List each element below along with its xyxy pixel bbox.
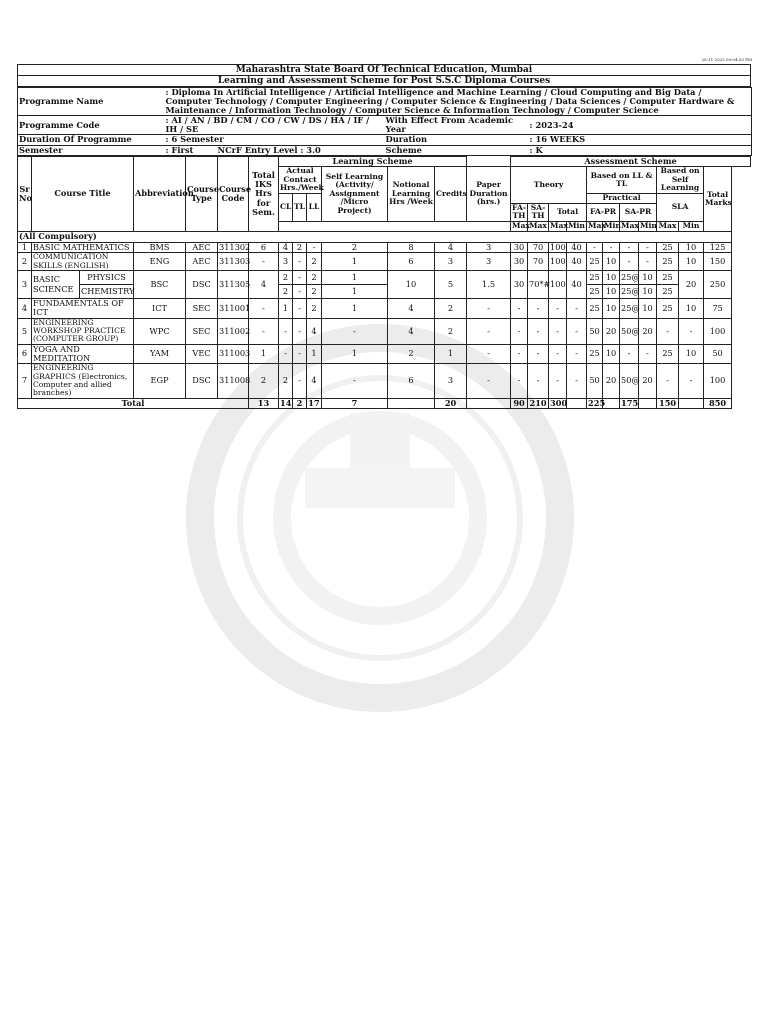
title-block [17,64,751,87]
row-code: 311008 [218,364,249,399]
total-cl: 14 [280,397,292,408]
header-self-learning: Self Learning (Activity/ Assignment /Micro Project) [322,167,388,222]
row-sr: 4 [18,299,32,318]
row-sa-pr-min: 10 [639,271,657,285]
header-course-title: Course Title [32,156,134,232]
row-sa-pr-min: - [639,242,657,253]
row-total-max: 100 [550,241,566,252]
row-total-max: - [549,364,567,399]
row-sla-max: 25 [657,299,679,318]
row-abbr: YAM [134,344,186,363]
row-sr: 3 [18,271,32,299]
row-sla-min: - [679,364,704,399]
ncrf-level: NCrF Entry Level : 3.0 [217,145,385,155]
row-code: 311303 [218,253,249,271]
row-credits: 3 [435,364,467,399]
semester-value: : First [165,145,217,155]
row-sr: 6 [18,344,32,363]
row-sa-pr-min: - [639,344,657,363]
row-tl: 2 [293,242,307,253]
header-tl: TL [293,193,307,221]
row-sla-min: 10 [679,299,704,318]
row-sla-max: 25 [657,242,679,253]
row-ll: 2 [307,271,322,285]
row-sa-th-max: - [528,344,549,363]
row-paper-duration: - [467,344,511,363]
table-row [18,344,751,363]
row-type: VEC [186,344,218,363]
row-paper-duration: - [467,364,511,399]
row-code: 311003 [218,344,249,363]
row-sl: 1 [322,271,388,285]
header-max: Max [550,221,568,231]
row-tl: - [293,364,307,399]
header-credits: Credits [435,167,467,222]
row-sa-th-max: 70 [528,253,549,271]
row-fa-pr-min: 20 [603,364,620,399]
row-abbr: ICT [134,299,186,318]
row-ll: 4 [307,318,322,344]
row-abbr: BMS [134,242,186,253]
programme-code-label: Programme Code [18,116,165,135]
row-credits: 2 [435,318,467,344]
row-total-marks: 100 [704,364,732,399]
header-course-code: Course Code [218,156,249,232]
row-fa-th-max: - [511,344,528,363]
row-cl: - [279,318,293,344]
row-paper-duration: 3 [467,242,511,253]
row-sla-min: 10 [679,242,704,253]
header-assessment-scheme: Assessment Scheme [511,156,751,167]
row-sa-pr-max: - [620,253,639,271]
row-total-max: - [549,299,567,318]
row-nl: 10 [388,271,435,299]
header-cl: CL [279,193,293,221]
row-total-min: - [567,344,587,363]
row-sa-pr-max: - [620,344,639,363]
row-fa-th-max: - [511,364,528,399]
row-abbr: ENG [134,253,186,271]
header-min: Min [640,221,657,231]
row-nl: 8 [388,242,435,253]
scheme-title: Learning and Assessment Scheme for Post S.S.C Diploma Courses [18,76,751,87]
header-max: Max [621,221,639,231]
row-type: SEC [186,299,218,318]
total-sa-th: 210 [529,397,547,408]
row-ll: 4 [307,364,322,399]
row-total-max: 100 [549,253,567,271]
row-sla-max: 25 [657,285,679,299]
row-sa-pr-min: - [639,253,657,271]
total-theory: 300 [550,397,568,408]
header-min: Min [568,221,585,231]
effect-label: With Effect From Academic Year [385,116,529,135]
row-sa-pr-max: 50@ [620,364,639,399]
row-tl: - [293,344,307,363]
total-tl: 2 [293,398,307,409]
row-sa-th-max: - [528,299,549,318]
header-sa-pr: SA-PR [620,204,657,222]
row-abbr: WPC [134,318,186,344]
row-fa-th-max: - [511,318,528,344]
row-sa-pr-min: 20 [639,364,657,399]
row-nl: 4 [388,318,435,344]
header-total: Total [549,204,587,222]
row-course-title: BASIC MATHEMATICS [32,242,134,253]
scheme-document [17,64,751,409]
duration-label: Duration [385,135,529,145]
row-code: 311302 [219,241,251,252]
row-iks: 2 [249,364,279,399]
row-sla-max: - [657,318,679,344]
row-ll: - [307,242,322,253]
row-course-title: COMMUNICATION SKILLS (ENGLISH) [32,253,134,271]
row-sa-pr-min: 10 [639,299,657,318]
table-row [18,364,751,399]
row-total-marks: 250 [704,271,732,299]
header-course-type: Course Type [186,156,218,232]
row-total-min: 40 [567,242,587,253]
row-sa-pr-max: - [620,242,639,253]
row-total-min: - [567,364,587,399]
semester-label: Semester [18,145,165,155]
header-actual-contact: Actual Contact Hrs./Week [280,166,324,193]
header-practical: Practical [587,193,657,204]
row-sla-min: 10 [679,253,704,271]
header-paper-duration: Paper Duration (hrs.) [467,167,511,222]
row-fa-pr-min: 10 [603,299,620,318]
row-sla-min: 20 [679,271,704,299]
header-max: Max [588,221,606,231]
row-cl: 3 [279,253,293,271]
row-total-min: 40 [567,253,587,271]
row-sa-pr-min: 20 [639,318,657,344]
row-sr: 7 [18,364,32,399]
row-fa-pr-max: 25 [587,271,603,285]
row-type: AEC [186,253,218,271]
row-total-marks: 50 [704,344,732,363]
header-abbreviation: Abbreviation [134,156,186,232]
row-fa-pr-max: 50 [587,318,603,344]
row-sub-course-physics: PHYSICS [80,271,134,285]
row-tl: - [293,285,307,299]
header-notional: Notional Learning Hrs /Week [388,167,435,222]
table-row [18,318,751,344]
row-cl: 2 [279,364,293,399]
row-ll: 2 [307,299,322,318]
row-ll: 2 [307,285,322,299]
duration-value: : 16 WEEKS [529,135,752,145]
row-sa-pr-max: 50@ [620,318,639,344]
total-sa-pr: 175 [621,397,639,408]
total-fa-th: 90 [511,398,528,409]
header-max: Max [529,221,547,231]
row-code: 311002 [218,318,249,344]
table-row [18,242,751,253]
programme-name-value: : Diploma In Artificial Intelligence / Artificial Intelligence and Machine Learning / Cloud Computing and Big Data / Computer Technology / Computer Engineering / Computer Science & Engineering / Data Sciences / Computer Hardware & Maintenance / Information Technology / Computer Science & Information Technology / Computer Science [165,88,752,116]
row-sla-max: 25 [657,344,679,363]
header-ll: LL [307,193,322,221]
row-iks: 6 [249,242,279,253]
row-nl: 6 [388,253,435,271]
row-fa-pr-min: - [603,242,620,253]
row-sl: - [322,318,388,344]
row-sl: 2 [322,242,388,253]
row-cl: - [279,344,293,363]
header-total-iks: Total IKS Hrs for Sem. [249,156,279,232]
row-fa-th-max: 30 [511,242,528,253]
row-total-max: 100 [549,271,567,299]
row-course-title: ENGINEERING GRAPHICS (Electronics, Computer and allied branches) [32,364,134,399]
row-fa-pr-max: 25 [587,344,603,363]
row-sla-min: 10 [679,344,704,363]
row-credits: 4 [435,242,467,253]
row-code: 311305 [218,271,249,299]
header-fa-th: FA-TH [512,203,527,221]
row-iks: - [249,253,279,271]
row-total-marks: 75 [704,299,732,318]
row-cl: 1 [279,299,293,318]
total-fa-pr: 225 [588,397,606,408]
header-theory: Theory [511,167,587,204]
row-sl: 1 [322,285,388,299]
row-fa-pr-max: 50 [587,364,603,399]
header-sa-th: SA-TH [528,204,549,222]
total-sla: 150 [657,398,679,409]
row-sla-max: 25 [657,271,679,285]
row-sa-th-max: - [528,364,549,399]
row-fa-th-max: 30 [511,253,528,271]
row-sl: 1 [322,344,388,363]
row-ll: 1 [307,344,322,363]
row-course-title: YOGA AND MEDITATION [32,344,134,363]
row-tl: - [293,253,307,271]
row-fa-pr-max: 25 [587,285,603,299]
total-marks: 850 [704,398,732,409]
row-iks: - [249,318,279,344]
row-sla-max: - [657,364,679,399]
row-fa-th-max: 30 [511,271,528,299]
row-ll: 2 [307,253,322,271]
duration-programme-value: : 6 Semester [165,135,385,145]
header-sla: SLA [657,193,704,221]
row-sa-th-max: - [528,318,549,344]
row-sl: 1 [322,253,388,271]
header-max: Max [657,221,679,232]
row-code: 311001 [218,299,249,318]
row-credits: 1 [435,344,467,363]
header-based-self: Based on Self Learning [657,167,704,193]
header-min: Min [604,221,621,231]
row-nl: 2 [388,344,435,363]
row-nl: 6 [388,364,435,399]
row-sl: - [322,364,388,399]
row-paper-duration: 3 [467,253,511,271]
total-row [18,398,751,409]
row-tl: - [293,299,307,318]
row-credits: 2 [435,299,467,318]
row-type: AEC [186,242,218,253]
table-row [18,271,751,285]
row-credits: 3 [435,253,467,271]
row-cl: 2 [279,271,293,285]
table-row [18,299,751,318]
scheme-table [17,156,751,410]
row-fa-pr-min: 10 [603,285,620,299]
row-credits: 5 [435,271,467,299]
row-sa-pr-max: 25@ [620,271,639,285]
row-total-marks: 150 [704,253,732,271]
total-sl: 7 [322,398,388,409]
row-tl: - [293,318,307,344]
table-row [18,285,751,299]
print-timestamp: 28-11-2025 09:04:53 PM [701,57,752,62]
header-min: Min [679,221,704,232]
row-type: DSC [186,271,218,299]
row-sa-th-max: 70 [528,242,549,253]
row-total-marks: 100 [704,318,732,344]
row-iks: 4 [249,271,279,299]
header-total-marks: Total Marks [704,167,732,232]
row-fa-pr-max: 25 [587,253,603,271]
row-sa-pr-max: 25@ [620,285,639,299]
row-sa-pr-max: 25@ [620,299,639,318]
total-label: Total [18,398,249,409]
all-compulsory-label: (All Compulsory) [18,232,732,243]
total-credits: 20 [435,398,467,409]
row-cl: 4 [279,242,293,253]
row-sr: 1 [18,242,32,253]
row-sa-pr-min: 10 [639,285,657,299]
board-name: Maharashtra State Board Of Technical Education, Mumbai [18,65,751,76]
row-tl: - [293,271,307,285]
row-fa-pr-min: 10 [603,271,620,285]
row-fa-pr-max: - [587,242,603,253]
duration-programme-label: Duration Of Programme [18,135,165,145]
row-total-min: - [567,318,587,344]
programme-name-label: Programme Name [18,88,165,116]
row-sub-course-chemistry: CHEMISTRY [80,285,134,299]
row-fa-th-max: - [511,299,528,318]
row-paper-duration: - [467,318,511,344]
row-sl: 1 [322,299,388,318]
effect-value: : 2023-24 [529,116,752,135]
row-total-max: - [549,344,567,363]
row-type: DSC [186,364,218,399]
row-sla-max: 25 [657,253,679,271]
row-sr: 2 [18,253,32,271]
row-fa-pr-min: 10 [603,344,620,363]
table-row [18,253,751,271]
row-paper-duration: 1.5 [467,271,511,299]
scheme-value: : K [529,145,752,155]
row-sla-min: - [679,318,704,344]
row-fa-pr-min: 20 [603,318,620,344]
row-abbr: BSC [134,271,186,299]
scheme-label: Scheme [385,145,529,155]
header-based-ll-tl: Based on LL & TL [587,167,657,193]
row-iks: 1 [249,344,279,363]
header-fa-pr: FA-PR [587,204,620,222]
row-course-title: BASIC SCIENCE [32,271,80,299]
row-nl: 4 [388,299,435,318]
row-total-marks: 125 [704,242,732,253]
row-abbr: EGP [134,364,186,399]
row-course-title: ENGINEERING WORKSHOP PRACTICE (COMPUTER GROUP) [32,318,134,344]
row-paper-duration: - [467,299,511,318]
header-learning-scheme: Learning Scheme [279,156,467,167]
row-fa-pr-min: 10 [603,253,620,271]
programme-info [17,87,752,156]
total-ll: 17 [308,397,320,408]
row-total-min: - [567,299,587,318]
row-sa-th-max: 70*# [528,271,549,299]
programme-code-value: : AI / AN / BD / CM / CO / CW / DS / HA / IF / IH / SE [165,116,385,135]
row-sr: 5 [18,318,32,344]
row-type: SEC [186,318,218,344]
row-total-max: - [549,318,567,344]
row-total-min: 40 [567,271,587,299]
header-max: Max [512,221,530,231]
header-sr-no: Sr No [18,156,32,232]
row-course-title: FUNDAMENTALS OF ICT [32,299,134,318]
row-fa-pr-max: 25 [587,299,603,318]
row-cl: 2 [279,285,293,299]
row-iks: - [249,299,279,318]
total-iks: 13 [249,398,279,409]
